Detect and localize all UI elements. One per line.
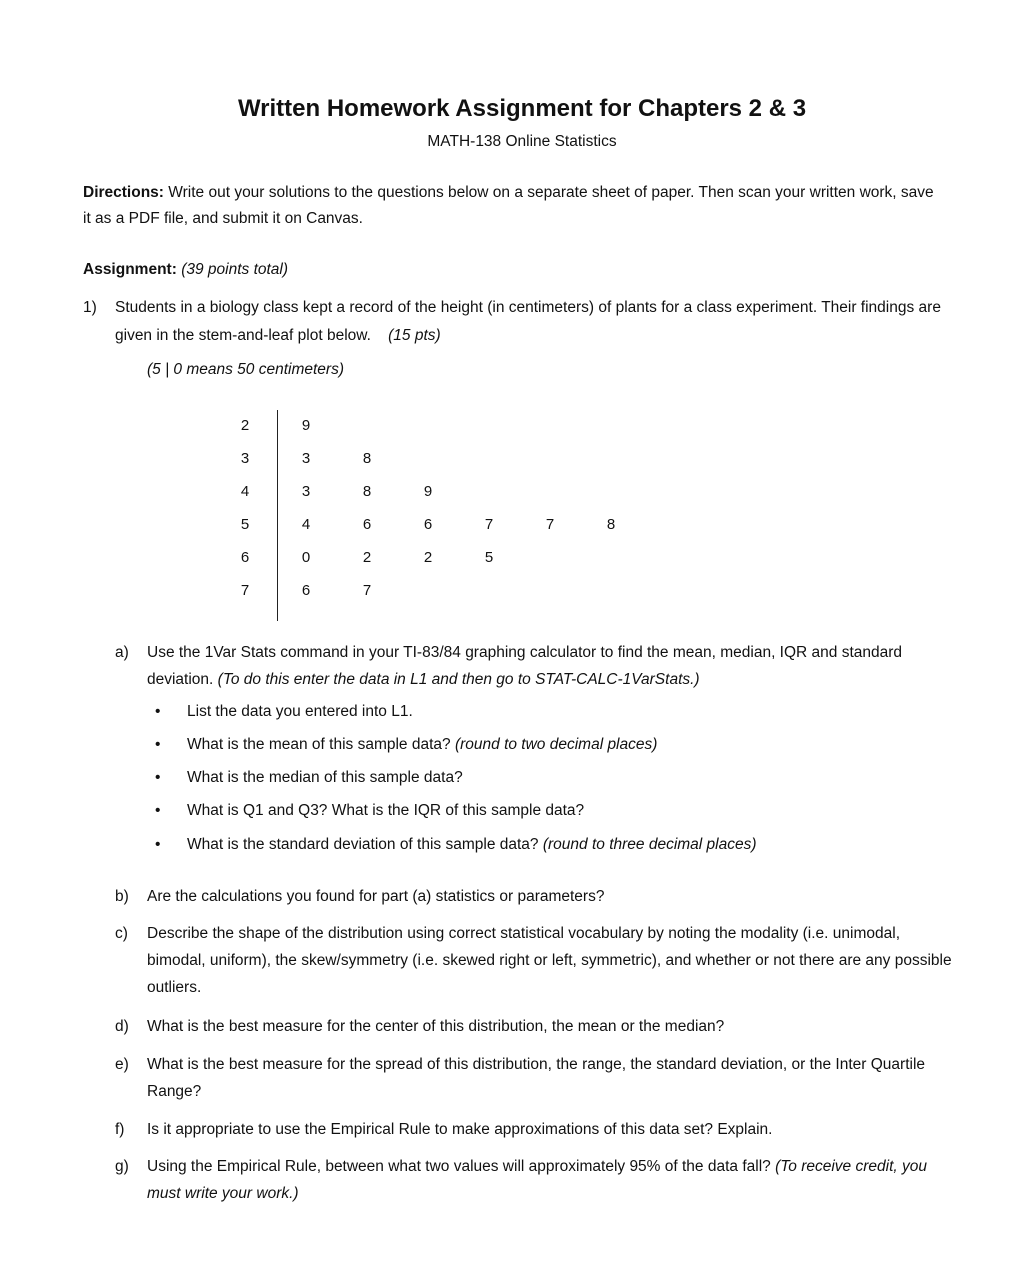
part-g-note: (To receive credit, you must write your work.) [147,1158,927,1202]
part-b-text: Are the calculations you found for part (a) statistics or parameters? [147,888,605,905]
bullet-text: What is Q1 and Q3? What is the IQR of this sample data? [187,802,585,819]
stem-value: 6 [240,549,250,566]
leaf-value: 4 [301,516,311,533]
part-e-letter: e) [115,1056,129,1073]
leaf-value: 7 [362,582,372,599]
stem-value: 2 [240,417,250,434]
bullet-dot: • [155,703,161,720]
leaf-value: 9 [301,417,311,434]
leaf-value: 6 [423,516,433,533]
stem-value: 3 [240,450,250,467]
leaf-value: 7 [545,516,555,533]
question-1-body [115,294,945,350]
question-1-text: Students in a biology class kept a record of the height (in centimeters) of plants for a class experiment. Their findings are given in the stem-and-leaf plot below. [115,299,941,344]
directions-paragraph [83,180,943,232]
leaf-value: 8 [362,483,372,500]
part-a-hint: (To do this enter the data in L1 and then go to STAT-CALC-1VarStats.) [217,671,700,688]
stem-divider-line [277,410,278,621]
leaf-value: 3 [301,450,311,467]
bullet-text: List the data you entered into L1. [187,703,413,720]
part-d-text: What is the best measure for the center of this distribution, the mean or the median? [147,1018,725,1035]
leaf-value: 7 [484,516,494,533]
part-d-letter: d) [115,1018,129,1035]
bullet-text: What is the mean of this sample data? [187,736,455,753]
bullet-dot: • [155,802,161,819]
bullet-dot: • [155,736,161,753]
bullet-dot: • [155,769,161,786]
part-g-text: Using the Empirical Rule, between what two values will approximately 95% of the data fall? [147,1158,776,1175]
leaf-value: 0 [301,549,311,566]
assignment-points: (39 points total) [181,261,289,278]
leaf-value: 2 [362,549,372,566]
question-1-points: (15 pts) [388,327,441,344]
part-a-text: Use the 1Var Stats command in your TI-83/84 graphing calculator to find the mean, median, IQR and standard deviation. [147,644,903,688]
part-a-letter: a) [115,644,129,661]
leaf-value: 6 [362,516,372,533]
course-subtitle: MATH-138 Online Statistics [427,133,617,150]
part-f-text: Is it appropriate to use the Empirical Rule to make approximations of this data set? Explain. [147,1121,773,1138]
bullet-note: (round to two decimal places) [454,736,658,753]
directions-label: Directions: [83,184,164,201]
leaf-value: 6 [301,582,311,599]
leaf-value: 8 [362,450,372,467]
part-a-body [147,639,957,693]
stem-value: 7 [240,582,250,599]
bullet-text: What is the median of this sample data? [187,769,463,786]
leaf-value: 5 [484,549,494,566]
leaf-value: 2 [423,549,433,566]
assignment-label: Assignment: [83,261,177,278]
part-g-letter: g) [115,1158,129,1175]
leaf-value: 9 [423,483,433,500]
stem-value: 4 [240,483,250,500]
part-c-text: Describe the shape of the distribution using correct statistical vocabulary by noting the modality (i.e. unimodal, bimodal, uniform), the skew/symmetry (i.e. skewed right or left, symmetric), and whether or not there are any possible outliers. [147,925,952,996]
bullet-note: (round to three decimal places) [542,836,757,853]
assignment-heading [83,257,943,283]
stem-leaf-key: (5 | 0 means 50 centimeters) [147,361,344,378]
leaf-value: 8 [606,516,616,533]
bullet-dot: • [155,836,161,853]
part-f-letter: f) [115,1121,125,1138]
page-title: Written Homework Assignment for Chapters 2 & 3 [237,95,807,122]
part-e-text: What is the best measure for the spread of this distribution, the range, the standard deviation, or the Inter Quartile Range? [147,1056,926,1100]
part-b-letter: b) [115,888,129,905]
leaf-value: 3 [301,483,311,500]
question-1-number: 1) [83,299,97,316]
stem-value: 5 [240,516,250,533]
part-c-letter: c) [115,925,128,942]
part-g-body [147,1153,957,1207]
directions-text: Write out your solutions to the questions below on a separate sheet of paper. Then scan your written work, save it as a PDF file, and submit it on Canvas. [83,184,934,227]
bullet-text: What is the standard deviation of this sample data? [187,836,543,853]
